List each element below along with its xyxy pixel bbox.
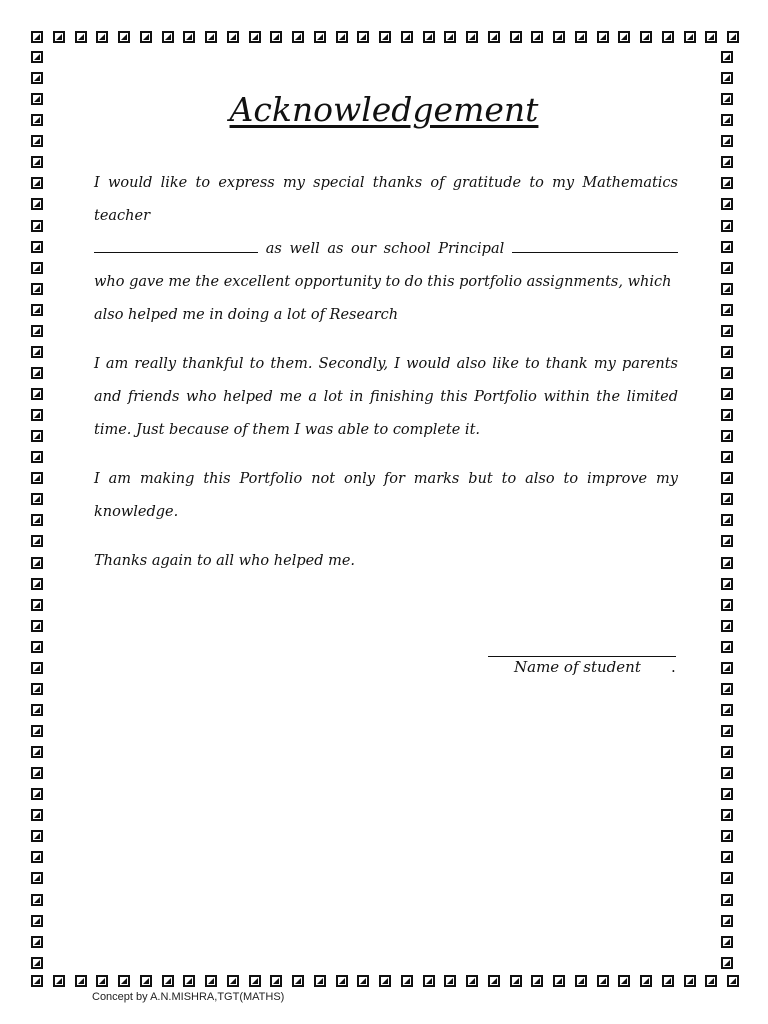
diagonal-square-icon: [466, 975, 478, 987]
diagonal-square-icon: [721, 578, 733, 590]
diagonal-square-icon: [510, 31, 522, 43]
signature-label: Name of student: [514, 658, 641, 676]
diagonal-square-icon: [721, 535, 733, 547]
diagonal-square-icon: [423, 31, 435, 43]
diagonal-square-icon: [96, 975, 108, 987]
diagonal-square-icon: [721, 599, 733, 611]
diagonal-square-icon: [721, 262, 733, 274]
diagonal-square-icon: [31, 535, 43, 547]
diagonal-square-icon: [31, 788, 43, 800]
diagonal-square-icon: [31, 957, 43, 969]
diagonal-square-icon: [721, 641, 733, 653]
diagonal-square-icon: [721, 851, 733, 863]
diagonal-square-icon: [553, 975, 565, 987]
diagonal-square-icon: [662, 975, 674, 987]
signature-line: [488, 656, 676, 657]
diagonal-square-icon: [531, 975, 543, 987]
diagonal-square-icon: [379, 31, 391, 43]
diagonal-square-icon: [336, 31, 348, 43]
diagonal-square-icon: [597, 31, 609, 43]
diagonal-square-icon: [721, 957, 733, 969]
diagonal-square-icon: [510, 975, 522, 987]
diagonal-square-icon: [662, 31, 674, 43]
diagonal-square-icon: [721, 620, 733, 632]
diagonal-square-icon: [270, 975, 282, 987]
diagonal-square-icon: [721, 177, 733, 189]
diagonal-square-icon: [31, 704, 43, 716]
border-bottom: [31, 975, 739, 989]
diagonal-square-icon: [31, 304, 43, 316]
diagonal-square-icon: [618, 975, 630, 987]
diagonal-square-icon: [575, 31, 587, 43]
diagonal-square-icon: [721, 557, 733, 569]
diagonal-square-icon: [721, 894, 733, 906]
diagonal-square-icon: [162, 31, 174, 43]
diagonal-square-icon: [31, 156, 43, 168]
paragraph-1: [94, 167, 678, 332]
diagonal-square-icon: [721, 304, 733, 316]
signature-dot: .: [671, 658, 676, 676]
diagonal-square-icon: [292, 975, 304, 987]
diagonal-square-icon: [705, 975, 717, 987]
diagonal-square-icon: [31, 430, 43, 442]
diagonal-square-icon: [423, 975, 435, 987]
diagonal-square-icon: [270, 31, 282, 43]
paragraph-3: I am making this Portfolio not only for marks but to also to improve my knowledge.: [94, 471, 678, 520]
p1-line2-text: as well as our school Principal: [265, 241, 505, 257]
diagonal-square-icon: [31, 915, 43, 927]
diagonal-square-icon: [721, 514, 733, 526]
diagonal-square-icon: [31, 894, 43, 906]
diagonal-square-icon: [31, 220, 43, 232]
diagonal-square-icon: [31, 367, 43, 379]
diagonal-square-icon: [249, 31, 261, 43]
diagonal-square-icon: [227, 975, 239, 987]
diagonal-square-icon: [721, 493, 733, 505]
diagonal-square-icon: [31, 851, 43, 863]
diagonal-square-icon: [31, 599, 43, 611]
diagonal-square-icon: [721, 367, 733, 379]
diagonal-square-icon: [553, 31, 565, 43]
diagonal-square-icon: [53, 975, 65, 987]
diagonal-square-icon: [31, 936, 43, 948]
diagonal-square-icon: [705, 31, 717, 43]
diagonal-square-icon: [227, 31, 239, 43]
diagonal-square-icon: [721, 220, 733, 232]
diagonal-square-icon: [401, 975, 413, 987]
footer-credit: Concept by A.N.MISHRA,TGT(MATHS): [92, 991, 285, 1003]
diagonal-square-icon: [31, 262, 43, 274]
diagonal-square-icon: [721, 283, 733, 295]
p1-line4: also helped me in doing a lot of Research: [94, 307, 399, 323]
diagonal-square-icon: [31, 809, 43, 821]
diagonal-square-icon: [162, 975, 174, 987]
diagonal-square-icon: [721, 388, 733, 400]
diagonal-square-icon: [721, 767, 733, 779]
diagonal-square-icon: [721, 872, 733, 884]
diagonal-square-icon: [31, 72, 43, 84]
diagonal-square-icon: [31, 683, 43, 695]
diagonal-square-icon: [292, 31, 304, 43]
teacher-name-blank: [94, 238, 258, 253]
diagonal-square-icon: [118, 975, 130, 987]
diagonal-square-icon: [684, 31, 696, 43]
diagonal-square-icon: [727, 975, 739, 987]
diagonal-square-icon: [721, 135, 733, 147]
diagonal-square-icon: [183, 31, 195, 43]
p1-line1: I would like to express my special thanks of gratitude to my Mathematics teacher: [94, 175, 678, 224]
diagonal-square-icon: [31, 578, 43, 590]
diagonal-square-icon: [140, 975, 152, 987]
diagonal-square-icon: [118, 31, 130, 43]
border-left: [31, 51, 45, 969]
diagonal-square-icon: [31, 51, 43, 63]
diagonal-square-icon: [31, 514, 43, 526]
diagonal-square-icon: [727, 31, 739, 43]
diagonal-square-icon: [684, 975, 696, 987]
diagonal-square-icon: [444, 31, 456, 43]
diagonal-square-icon: [721, 346, 733, 358]
diagonal-square-icon: [53, 31, 65, 43]
diagonal-square-icon: [401, 31, 413, 43]
diagonal-square-icon: [31, 31, 43, 43]
diagonal-square-icon: [75, 31, 87, 43]
diagonal-square-icon: [618, 31, 630, 43]
diagonal-square-icon: [444, 975, 456, 987]
diagonal-square-icon: [721, 936, 733, 948]
diagonal-square-icon: [31, 409, 43, 421]
paragraph-4: Thanks again to all who helped me.: [94, 553, 356, 569]
diagonal-square-icon: [721, 704, 733, 716]
diagonal-square-icon: [31, 388, 43, 400]
diagonal-square-icon: [205, 31, 217, 43]
diagonal-square-icon: [531, 31, 543, 43]
principal-name-blank: [512, 238, 678, 253]
diagonal-square-icon: [721, 430, 733, 442]
diagonal-square-icon: [488, 975, 500, 987]
diagonal-square-icon: [183, 975, 195, 987]
diagonal-square-icon: [357, 31, 369, 43]
p1-line2: [94, 233, 678, 266]
diagonal-square-icon: [31, 557, 43, 569]
diagonal-square-icon: [721, 72, 733, 84]
diagonal-square-icon: [31, 241, 43, 253]
p1-line3: who gave me the excellent opportunity to do this portfolio assignments, which: [94, 274, 672, 290]
diagonal-square-icon: [721, 746, 733, 758]
page-title: Acknowledgement: [229, 90, 539, 129]
diagonal-square-icon: [31, 662, 43, 674]
diagonal-square-icon: [721, 198, 733, 210]
diagonal-square-icon: [31, 620, 43, 632]
border-top: [31, 31, 739, 45]
diagonal-square-icon: [721, 788, 733, 800]
diagonal-square-icon: [31, 177, 43, 189]
diagonal-square-icon: [721, 725, 733, 737]
diagonal-square-icon: [31, 975, 43, 987]
diagonal-square-icon: [31, 872, 43, 884]
diagonal-square-icon: [31, 493, 43, 505]
diagonal-square-icon: [640, 975, 652, 987]
diagonal-square-icon: [721, 325, 733, 337]
diagonal-square-icon: [31, 641, 43, 653]
diagonal-square-icon: [31, 135, 43, 147]
diagonal-square-icon: [721, 915, 733, 927]
diagonal-square-icon: [96, 31, 108, 43]
diagonal-square-icon: [314, 31, 326, 43]
diagonal-square-icon: [721, 451, 733, 463]
diagonal-square-icon: [721, 409, 733, 421]
diagonal-square-icon: [721, 662, 733, 674]
diagonal-square-icon: [466, 31, 478, 43]
diagonal-square-icon: [357, 975, 369, 987]
diagonal-square-icon: [31, 767, 43, 779]
diagonal-square-icon: [31, 283, 43, 295]
diagonal-square-icon: [721, 683, 733, 695]
diagonal-square-icon: [721, 830, 733, 842]
diagonal-square-icon: [31, 472, 43, 484]
border-right: [721, 51, 735, 969]
diagonal-square-icon: [640, 31, 652, 43]
diagonal-square-icon: [249, 975, 261, 987]
diagonal-square-icon: [721, 472, 733, 484]
diagonal-square-icon: [721, 809, 733, 821]
diagonal-square-icon: [31, 325, 43, 337]
diagonal-square-icon: [379, 975, 391, 987]
diagonal-square-icon: [205, 975, 217, 987]
diagonal-square-icon: [75, 975, 87, 987]
diagonal-square-icon: [31, 830, 43, 842]
paragraph-2: I am really thankful to them. Secondly, I would also like to thank my parents and friends who helped me a lot in finishing this Portfolio within the limited time. Just because of them I was able to complete it.: [94, 356, 678, 438]
diagonal-square-icon: [488, 31, 500, 43]
diagonal-square-icon: [336, 975, 348, 987]
diagonal-square-icon: [140, 31, 152, 43]
diagonal-square-icon: [575, 975, 587, 987]
diagonal-square-icon: [31, 451, 43, 463]
diagonal-square-icon: [721, 51, 733, 63]
diagonal-square-icon: [314, 975, 326, 987]
diagonal-square-icon: [721, 241, 733, 253]
diagonal-square-icon: [31, 198, 43, 210]
diagonal-square-icon: [31, 725, 43, 737]
diagonal-square-icon: [31, 746, 43, 758]
diagonal-square-icon: [597, 975, 609, 987]
diagonal-square-icon: [721, 156, 733, 168]
diagonal-square-icon: [31, 346, 43, 358]
